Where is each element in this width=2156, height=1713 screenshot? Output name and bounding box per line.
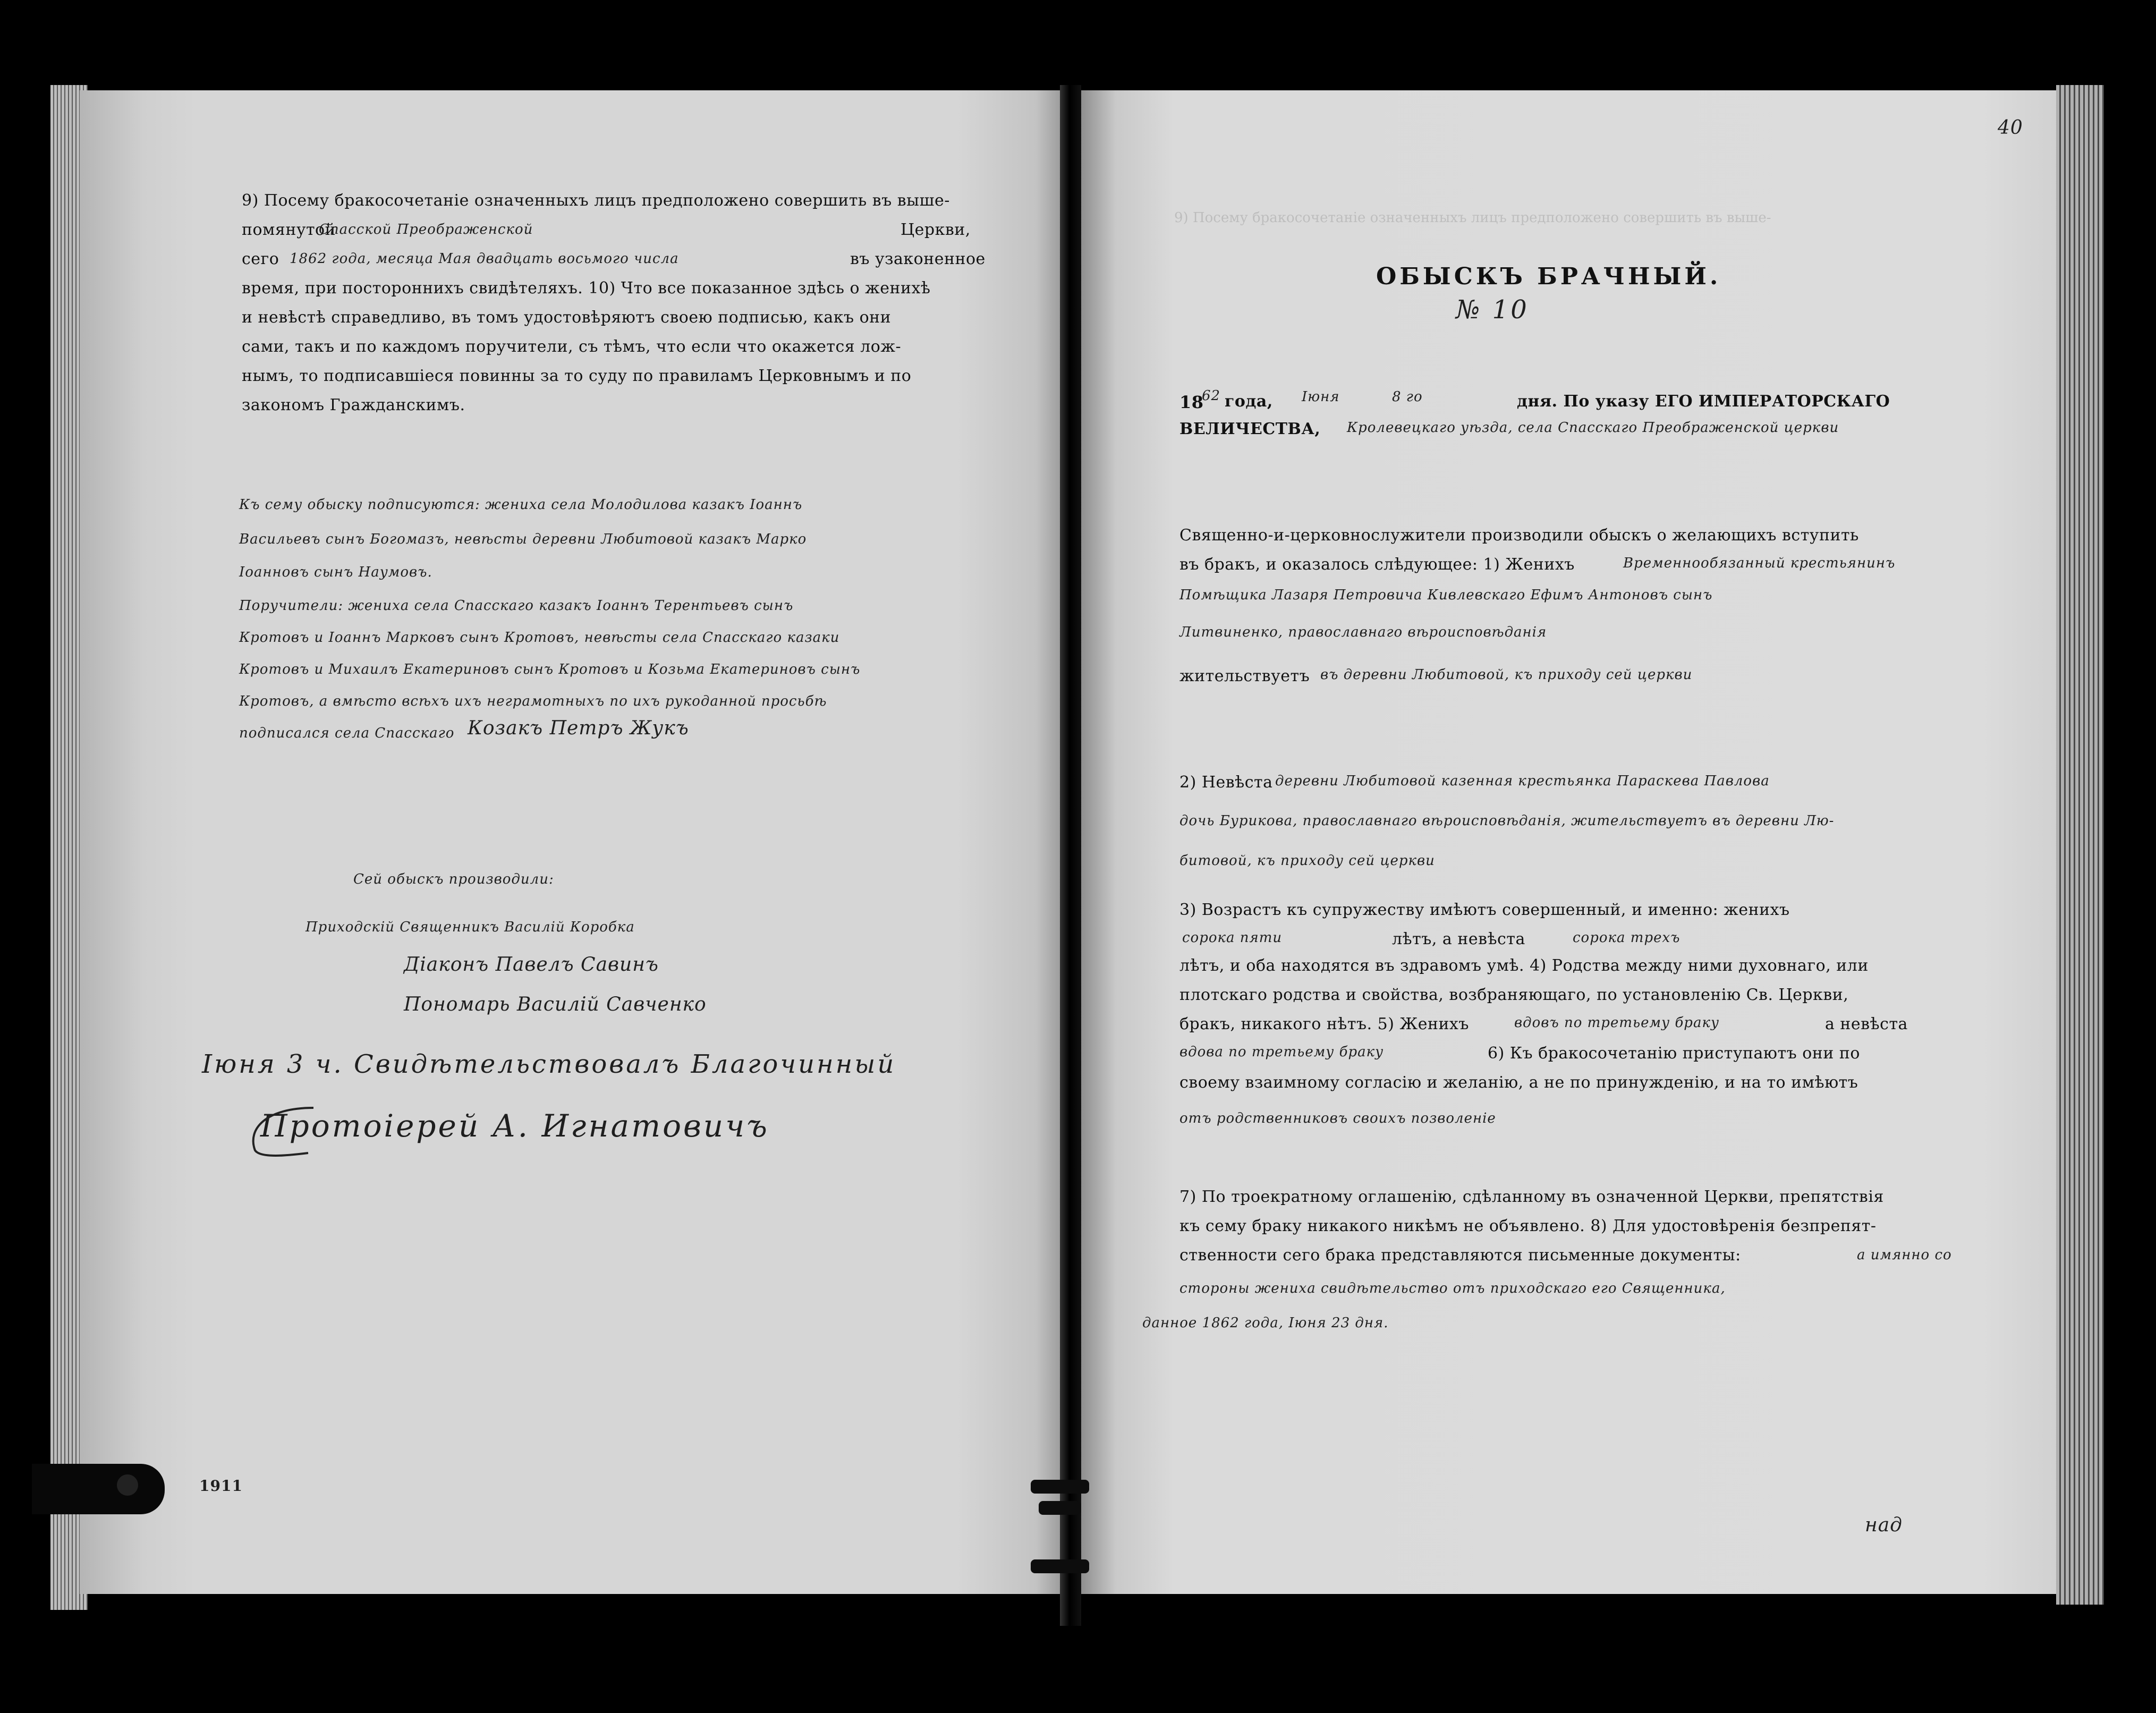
page-number: 40 [1998, 117, 2023, 139]
sureties-line-6: Кротовъ и Михаилъ Екатериновъ сынъ Кротовъ и Козьма Екатериновъ сынъ [239, 662, 861, 677]
consent-handwritten: отъ родственниковъ своихъ позволеніе [1179, 1110, 1496, 1126]
clergy-intro: Сей обыскъ производили: [353, 871, 554, 887]
year-suffix: года, [1225, 392, 1273, 411]
marital-groom-handwritten: вдовъ по третьему браку [1514, 1015, 1720, 1031]
attestation-line: Іюня 3 ч. Свидѣтельствовалъ Благочинный [202, 1049, 896, 1079]
surety-signature: Козакъ Петръ Жукъ [468, 717, 689, 739]
age-groom-handwritten: сорока пяти [1182, 930, 1283, 946]
age-bride-handwritten: сорока трехъ [1573, 930, 1680, 946]
groom-line-1: Священно-и-церковнослужители производили обыскъ о желающихъ вступить [1179, 526, 1859, 545]
bride-label: 2) Невѣста [1179, 773, 1273, 792]
clergy-deacon: Діаконъ Павелъ Савинъ [404, 954, 659, 976]
sureties-line-7: Кротовъ, а вмѣсто всѣхъ ихъ неграмотныхъ по ихъ рукоданной просьбѣ [239, 693, 827, 709]
bride-hand-line-3: битовой, къ приходу сей церкви [1179, 853, 1435, 869]
age-line-2: лѣтъ, а невѣста [1392, 930, 1525, 948]
bleed-through-text: 9) Посему бракосочетаніе означенныхъ лицъ предположено совершить въ выше- [1174, 210, 1771, 226]
groom-hand-line-1: Помѣщика Лазаря Петровича Кивлевскаго Ефимъ Антоновъ сынъ [1179, 587, 1713, 603]
docs-hand-line-2: стороны жениха свидѣтельство отъ приходскаго его Священника, [1179, 1280, 1726, 1296]
left-paragraph-line-7: нымъ, то подписавшіеся повинны за то суду по правиламъ Церковнымъ и по [242, 367, 912, 385]
bride-hand-line-2: дочь Бурикова, православнаго вѣроисповѣданія, жительствуетъ въ деревни Лю- [1179, 813, 1835, 829]
consent-line-2: своему взаимному согласію и желанію, а не по принужденію, и на то имѣютъ [1179, 1073, 1858, 1092]
consent-line-1: 6) Къ бракосочетанію приступаютъ они по [1488, 1044, 1860, 1063]
left-paragraph-line-5: и невѣстѣ справедливо, въ томъ удостовѣряютъ своею подписью, какъ они [242, 308, 892, 327]
left-paragraph-line-2b: Церкви, [901, 221, 971, 239]
parish-handwritten: Кролевецкаго уѣзда, села Спасскаго Преображенской церкви [1347, 420, 1839, 436]
left-paragraph-line-3b: въ узаконенное [850, 250, 986, 268]
header-line-2: ВЕЛИЧЕСТВА, [1179, 420, 1321, 438]
clergy-sexton: Пономарь Василій Савченко [404, 994, 707, 1015]
corner-mark: 1911 [199, 1477, 243, 1495]
corner-tab [32, 1464, 165, 1514]
record-number: № 10 [1456, 295, 1529, 325]
bride-hand-line-1: деревни Любитовой казенная крестьянка Параскева Павлова [1275, 773, 1770, 789]
left-paragraph-line-4: время, при постороннихъ свидѣтеляхъ. 10) Что все показанное здѣсь о женихѣ [242, 279, 931, 298]
groom-line-2: въ бракъ, и оказалось слѣдующее: 1) Женихъ [1179, 555, 1575, 574]
left-paragraph-line-1: 9) Посему бракосочетаніе означенныхъ лицъ предположено совершить въ выше- [242, 191, 950, 210]
page-title: ОБЫСКЪ БРАЧНЫЙ. [1376, 263, 1721, 290]
kinship-line-1: лѣтъ, и оба находятся въ здравомъ умѣ. 4) Родства между ними духовнаго, или [1179, 956, 1869, 975]
year-printed: 18 [1179, 392, 1204, 412]
sureties-line-4: Поручители: жениха села Спасскаго казакъ Іоаннъ Терентьевъ сынъ [239, 598, 794, 614]
sureties-line-8: подписался села Спасскаго [239, 725, 455, 741]
sureties-line-5: Кротовъ и Іоаннъ Марковъ сынъ Кротовъ, невѣсты села Спасскаго казаки [239, 630, 840, 646]
residence-handwritten: въ деревни Любитовой, къ приходу сей церкви [1320, 667, 1693, 683]
marital-line: бракъ, никакого нѣтъ. 5) Женихъ [1179, 1015, 1469, 1033]
marriage-date-handwritten: 1862 года, месяца Мая двадцать восьмого числа [290, 251, 679, 267]
binding-clip-top [1031, 1480, 1089, 1494]
right-page [1079, 90, 2067, 1594]
sureties-line-1: Къ сему обыску подписуются: жениха села Молодилова казакъ Іоаннъ [239, 497, 803, 513]
bottom-mark: над [1865, 1514, 1903, 1536]
left-paragraph-line-3a: сего [242, 250, 279, 268]
sureties-line-2: Васильевъ сынъ Богомазъ, невѣсты деревни Любитовой казакъ Марко [239, 531, 807, 547]
month-handwritten: Іюня [1302, 389, 1340, 405]
corner-tab-hole [117, 1474, 138, 1496]
binding-clip-bottom [1031, 1559, 1089, 1573]
banns-line-2: къ сему браку никакого никѣмъ не объявлено. 8) Для удостовѣренія безпрепят- [1179, 1217, 1877, 1235]
docs-line: ственности сего брака представляются письменные документы: [1179, 1246, 1741, 1265]
marital-bride-handwritten: вдова по третьему браку [1179, 1044, 1384, 1060]
book-gutter [1060, 85, 1081, 1626]
kinship-line-2: плотскаго родства и свойства, возбраняющаго, по установленію Св. Церкви, [1179, 986, 1849, 1004]
day-handwritten: 8 го [1392, 389, 1423, 405]
attestation-signature: Протоіерей А. Игнатовичъ [260, 1108, 769, 1144]
left-paragraph-line-6: сами, такъ и по каждомъ поручители, съ тѣмъ, что если что окажется лож- [242, 337, 902, 356]
left-paragraph-line-2a: помянутой [242, 221, 336, 239]
signature-flourish [244, 1103, 319, 1161]
marital-line-tail: а невѣста [1825, 1015, 1908, 1033]
docs-hand-line-3: данное 1862 года, Іюня 23 дня. [1142, 1315, 1389, 1331]
binding-clip-top-2 [1039, 1501, 1081, 1515]
docs-hand-line-1: а имянно со [1857, 1247, 1952, 1263]
header-line-1: дня. По указу ЕГО ИМПЕРАТОРСКАГО [1517, 392, 1890, 411]
right-page-edges [2056, 85, 2104, 1605]
church-name-handwritten: Спасской Преображенской [319, 222, 533, 238]
clergy-priest: Приходскій Священникъ Василій Коробка [305, 919, 635, 935]
year-handwritten: 62 [1202, 388, 1221, 404]
left-paragraph-line-8: закономъ Гражданскимъ. [242, 396, 465, 414]
groom-hand-line-2: Литвиненко, православнаго вѣроисповѣданія [1179, 624, 1547, 640]
banns-line-1: 7) По троекратному оглашенію, сдѣланному въ означенной Церкви, препятствія [1179, 1188, 1884, 1206]
residence-label: жительствуетъ [1179, 667, 1310, 685]
age-line-1: 3) Возрастъ къ супружеству имѣютъ совершенный, и именно: женихъ [1179, 901, 1790, 919]
groom-status-handwritten: Временнообязанный крестьянинъ [1623, 555, 1896, 571]
sureties-line-3: Іоанновъ сынъ Наумовъ. [239, 564, 432, 580]
